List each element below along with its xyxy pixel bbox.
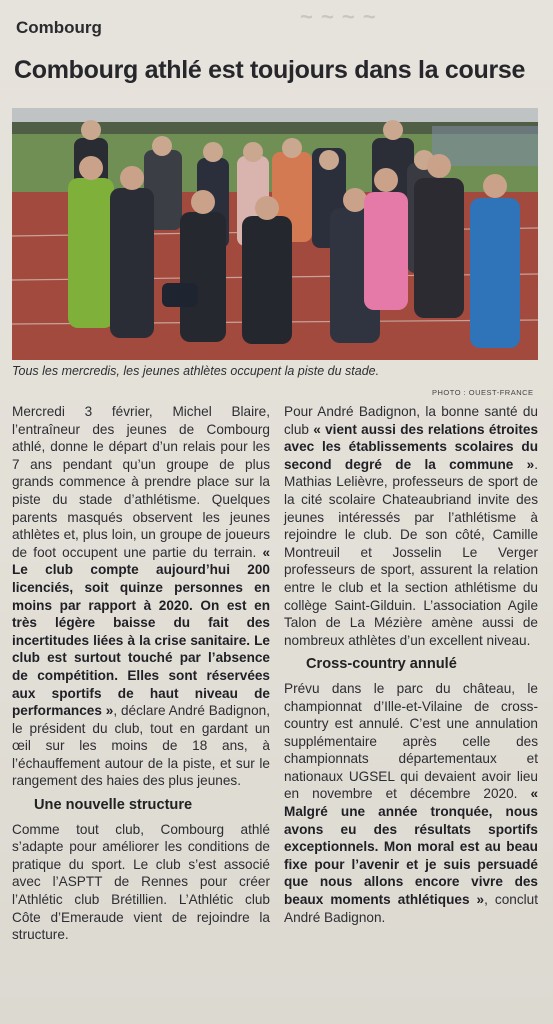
quote-text: « vient aussi des relations étroites avec les établissements scolaires du second degré de la commune » — [284, 421, 538, 472]
paragraph-text: , conclut André Badignon. — [284, 892, 538, 925]
headline: Combourg athlé est toujours dans la course — [14, 56, 526, 84]
subheading: Une nouvelle structure — [34, 797, 193, 814]
paragraph-text: Prévu dans le parc du château, le championnat d’Ille-et-Vilaine de cross-country est annulé. C’est une annulation supplémentaire après celle des championnats départementaux et nationaux UGSEL qui devaient avoir lieu en novembre et décembre 2020. — [284, 680, 538, 802]
faded-header-bleed: ~ ~ ~ ~ — [300, 4, 377, 29]
paragraph-text: Comme tout club, Combourg athlé s’adapte pour améliorer les conditions de pratique du sport. Le club s’est associé avec l’ASPTT de Rennes pour créer l’Athlétic club Brétillien. L’Athlétic club Côte d’Emeraude vient de rejoindre la structure. — [12, 821, 270, 943]
quote-text: « Le club compte aujourd’hui 200 licenciés, soit quinze personnes en moins par rapport à 2020. On est en très légère baisse du fait des incertitudes liées à la crise sanitaire. Le club est surtout touché par l’absence de compétition. Elles sont réservées aux sportifs de haut niveau de performances » — [12, 544, 270, 719]
section-title: Combourg — [16, 18, 102, 37]
paragraph-text: Pour André Badignon, la bonne santé du club — [284, 404, 538, 437]
photo-caption: Tous les mercredis, les jeunes athlètes occupent la piste du stade. — [12, 364, 380, 378]
paragraph — [284, 403, 538, 649]
article-column-right — [284, 403, 538, 926]
photo-credit: PHOTO : OUEST-FRANCE — [432, 388, 534, 397]
article-column-left — [12, 403, 270, 944]
quote-text: « Malgré une année tronquée, nous avons eu des résultats sportifs exceptionnels. Mon moral est au beau fixe pour l’avenir et je suis persuadé que nous allons encore vivre des beaux moments athlétiques » — [284, 786, 538, 908]
article-photo — [12, 108, 538, 360]
paragraph — [284, 680, 538, 926]
paragraph — [12, 403, 270, 790]
subheading: Cross-country annulé — [306, 656, 457, 673]
paragraph-text: Mercredi 3 février, Michel Blaire, l’entraîneur des jeunes de Combourg athlé, donne le départ d’un relais pour les 7 ans pendant qu’un groupe de plus grands commence à prendre place sur la piste du stade d’athlétisme. Quelques parents masqués observent les jeunes athlètes et, plus loin, un groupe de joueurs de foot occupent une partie du terrain. — [12, 404, 270, 560]
paragraph-text: , déclare André Badignon, le président du club, tout en gardant un œil sur les moins de 18 ans, à l’échauffement autour de la piste, et sur le rangement des haies des plus jeunes. — [12, 703, 270, 789]
photo-illustration — [12, 108, 538, 360]
paragraph-text: . Mathias Lelièvre, professeurs de sport de la cité scolaire Chateaubriand invite des jeunes intéressés par l’athlétisme à rejoindre le club. De son côté, Camille Montreuil et Josselin Le Verger professeurs de sport, assurent la relation entre le club et la section athlétisme du collège Saint-Gilduin. L’association Agile Talon de La Mézière amène aussi de nombreux athlètes d’un excellent niveau. — [284, 456, 538, 648]
